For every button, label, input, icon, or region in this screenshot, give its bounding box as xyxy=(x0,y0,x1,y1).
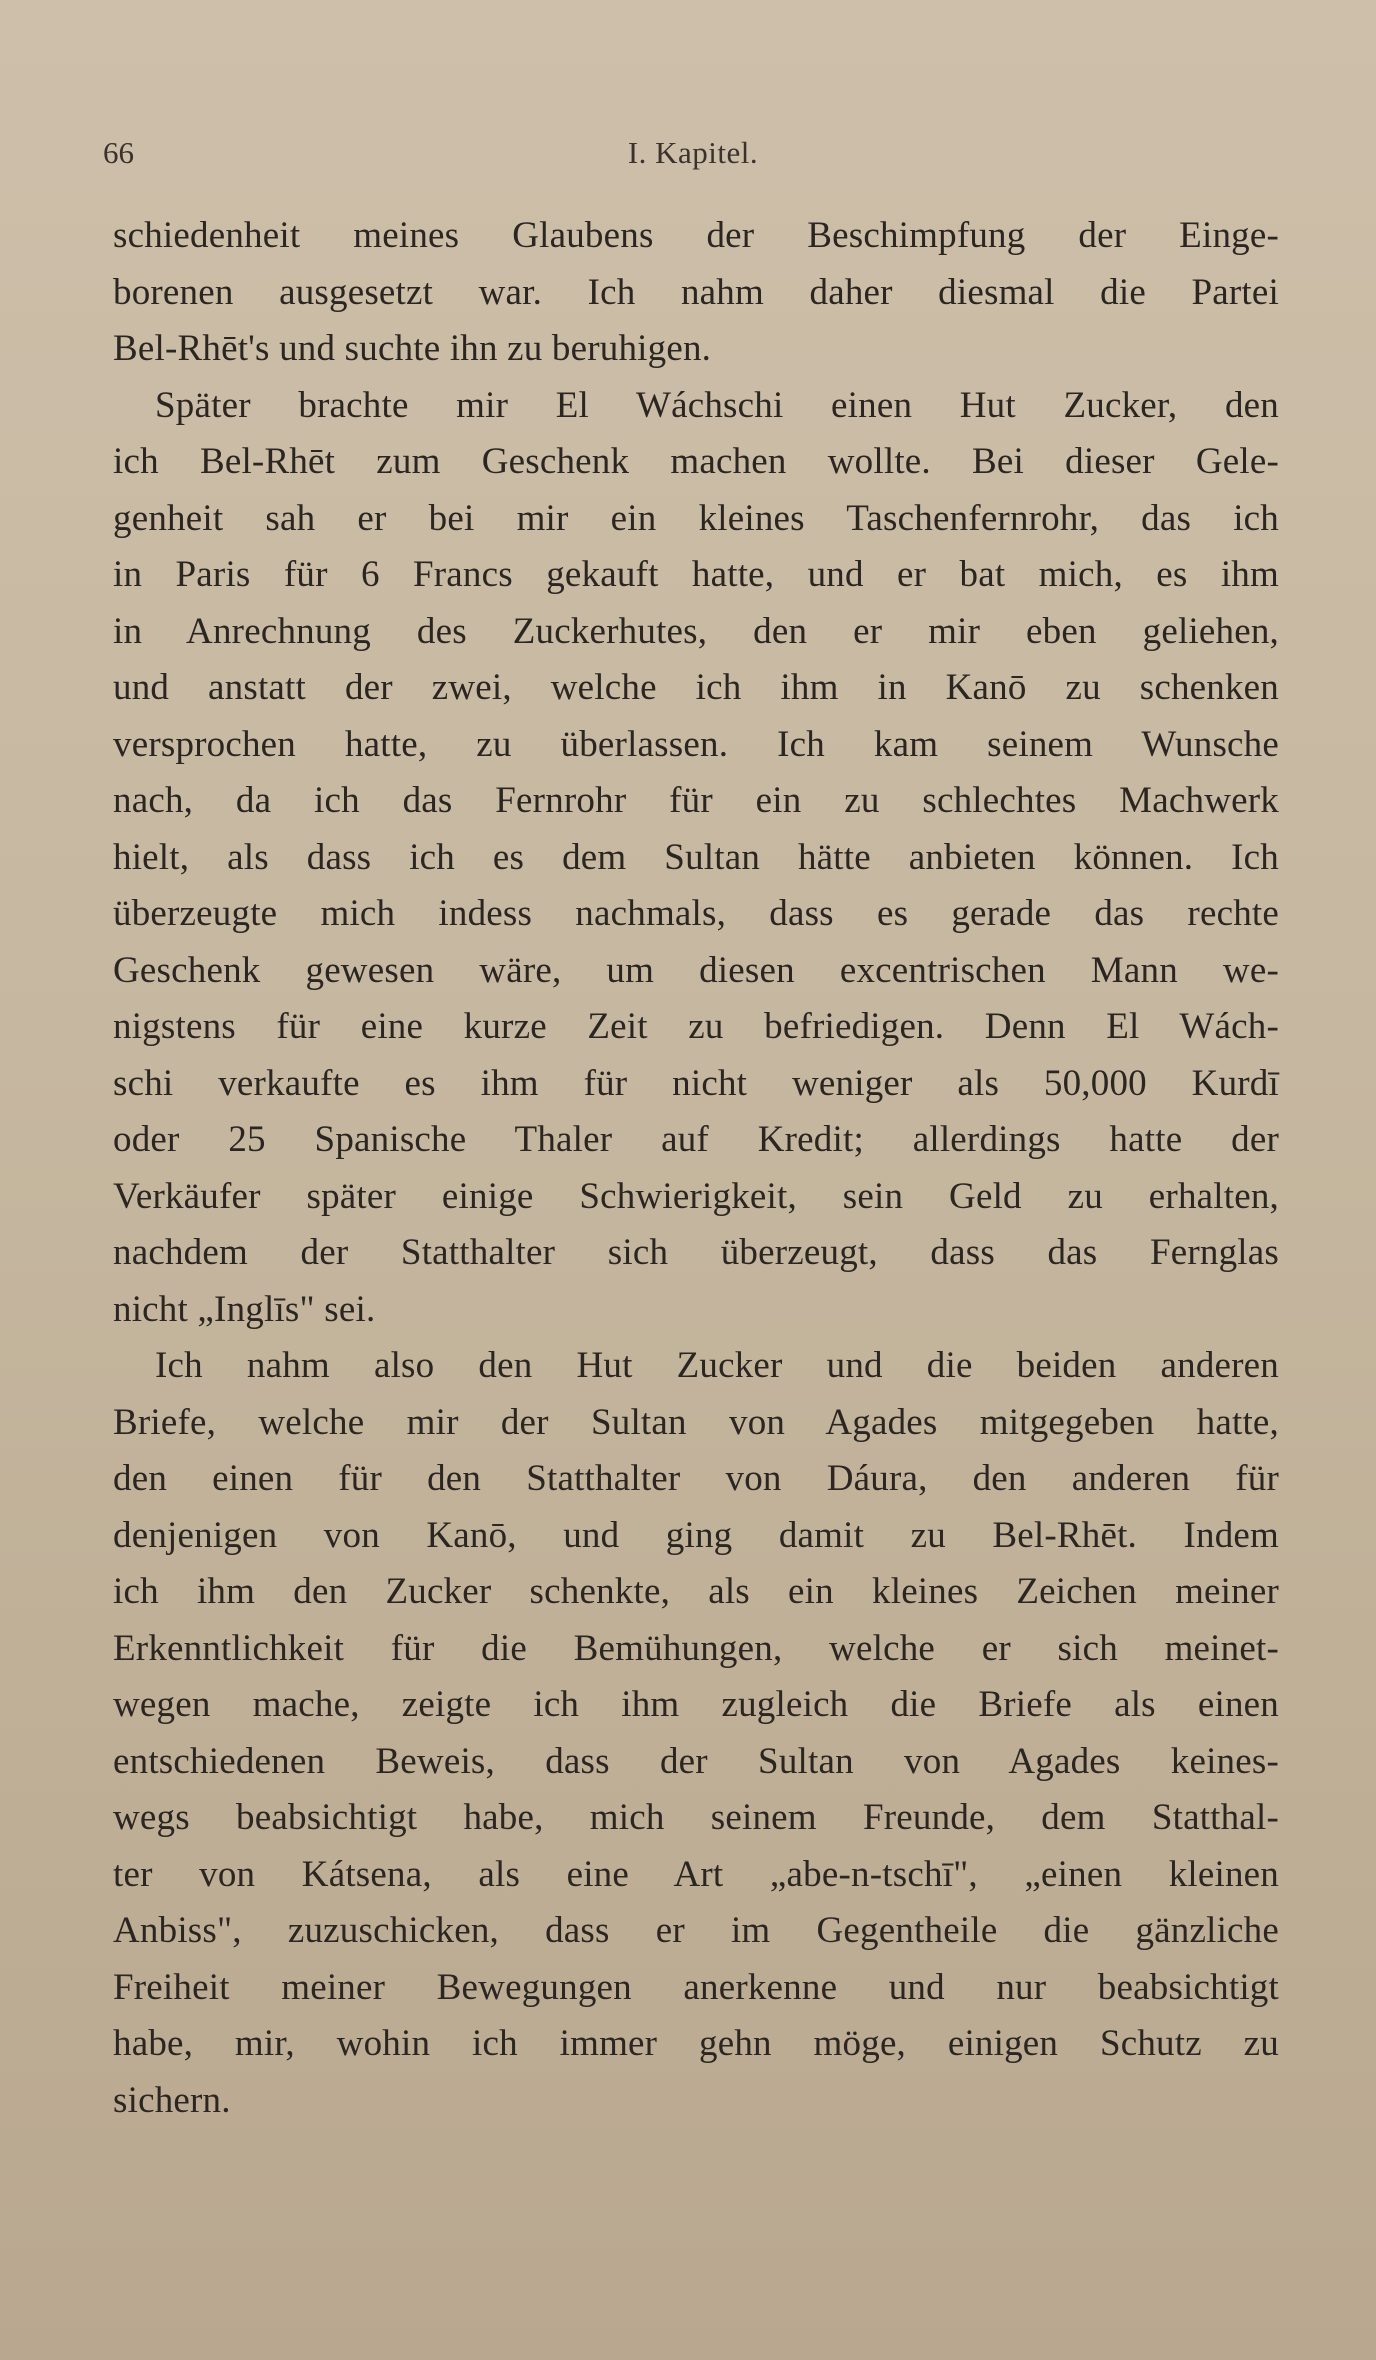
text-line: hielt, als dass ich es dem Sultan hätte anbieten können. Ich xyxy=(113,836,1279,878)
text-line: Erkenntlichkeit für die Bemühungen, welche er sich meinet- xyxy=(113,1627,1279,1669)
text-line: wegen mache, zeigte ich ihm zugleich die Briefe als einen xyxy=(113,1684,1279,1725)
text-line: Geschenk gewesen wäre, um diesen excentrischen Mann we- xyxy=(113,949,1279,991)
text-line: genheit sah er bei mir ein kleines Taschenfernrohr, das ich xyxy=(113,497,1279,539)
text-line: in Anrechnung des Zuckerhutes, den er mir eben geliehen, xyxy=(113,610,1279,652)
text-line: nicht „Inglīs" sei. xyxy=(113,1288,376,1330)
text-line: Anbiss", zuzuschicken, dass er im Gegentheile die gänzliche xyxy=(113,1910,1279,1951)
text-line: und anstatt der zwei, welche ich ihm in Kanō zu schenken xyxy=(113,667,1279,708)
text-line: überzeugte mich indess nachmals, dass es gerade das rechte xyxy=(113,893,1279,934)
text-line: Später brachte mir El Wáchschi einen Hut Zucker, den xyxy=(155,384,1279,426)
body-text xyxy=(113,208,1279,2129)
text-line: Ich nahm also den Hut Zucker und die beiden anderen xyxy=(155,1345,1279,1386)
page-number: 66 xyxy=(103,135,134,170)
text-line: habe, mir, wohin ich immer gehn möge, einigen Schutz zu xyxy=(113,2023,1279,2064)
text-line: schiedenheit meines Glaubens der Beschimpfung der Einge- xyxy=(113,215,1279,256)
text-line: ter von Kátsena, als eine Art „abe-n-tschī", „einen kleinen xyxy=(113,1853,1279,1895)
text-line: nigstens für eine kurze Zeit zu befriedigen. Denn El Wách- xyxy=(113,1006,1279,1047)
text-line: Freiheit meiner Bewegungen anerkenne und nur beabsichtigt xyxy=(113,1966,1279,2008)
text-line: den einen für den Statthalter von Dáura, den anderen für xyxy=(113,1458,1279,1499)
text-line: sichern. xyxy=(113,2079,231,2121)
chapter-title: I. Kapitel. xyxy=(627,135,759,170)
text-line: Verkäufer später einige Schwierigkeit, sein Geld zu erhalten, xyxy=(113,1175,1279,1217)
text-line: nach, da ich das Fernrohr für ein zu schlechtes Machwerk xyxy=(113,780,1279,821)
text-line: nachdem der Statthalter sich überzeugt, dass das Fernglas xyxy=(113,1232,1279,1273)
text-line: wegs beabsichtigt habe, mich seinem Freunde, dem Statthal- xyxy=(113,1797,1279,1838)
text-line: versprochen hatte, zu überlassen. Ich kam seinem Wunsche xyxy=(113,723,1279,765)
text-line: ich Bel-Rhēt zum Geschenk machen wollte. Bei dieser Gele- xyxy=(113,441,1279,482)
text-line: denjenigen von Kanō, und ging damit zu Bel-Rhēt. Indem xyxy=(113,1514,1279,1556)
text-line: entschiedenen Beweis, dass der Sultan von Agades keines- xyxy=(113,1740,1279,1782)
text-line: schi verkaufte es ihm für nicht weniger als 50,000 Kurdī xyxy=(113,1062,1279,1104)
running-head xyxy=(103,128,1283,178)
text-line: Briefe, welche mir der Sultan von Agades mitgegeben hatte, xyxy=(113,1401,1279,1443)
text-line: borenen ausgesetzt war. Ich nahm daher diesmal die Partei xyxy=(113,271,1279,313)
text-line: ich ihm den Zucker schenkte, als ein kleines Zeichen meiner xyxy=(113,1571,1279,1612)
text-line: Bel-Rhēt's und suchte ihn zu beruhigen. xyxy=(113,328,712,369)
text-line: in Paris für 6 Francs gekauft hatte, und er bat mich, es ihm xyxy=(113,554,1279,595)
text-line: oder 25 Spanische Thaler auf Kredit; allerdings hatte der xyxy=(113,1119,1279,1160)
